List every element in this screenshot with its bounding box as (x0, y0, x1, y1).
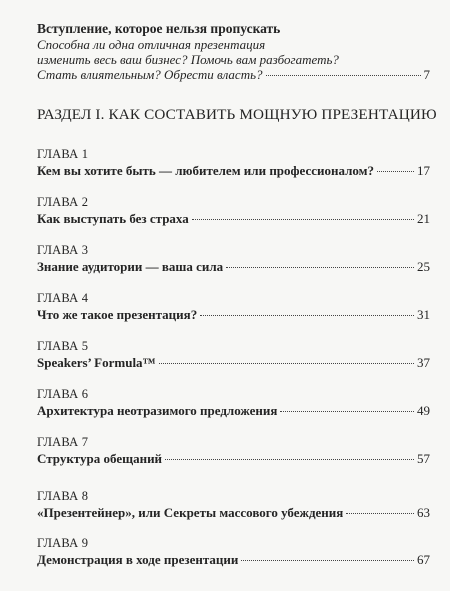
chapter-entry (37, 291, 430, 323)
chapter-title: Знание аудитории — ваша сила (37, 259, 224, 274)
dot-leader (165, 459, 414, 460)
chapter-label: ГЛАВА 1 (37, 147, 89, 161)
chapter-entry (37, 243, 430, 275)
intro-entry (37, 20, 430, 82)
chapter-title-row (37, 403, 430, 419)
chapter-entry (37, 147, 430, 179)
chapter-label: ГЛАВА 4 (37, 291, 89, 305)
page-number: 63 (417, 505, 430, 520)
dot-leader (192, 219, 414, 220)
chapter-title-row (37, 211, 430, 227)
dot-leader (346, 513, 414, 514)
chapter-title-row (37, 505, 430, 521)
chapter-label: ГЛАВА 2 (37, 195, 89, 209)
dot-leader (159, 363, 414, 364)
chapter-title: Структура обещаний (37, 451, 163, 466)
chapter-label: ГЛАВА 3 (37, 243, 89, 257)
chapter-entry (37, 435, 430, 467)
chapter-label: ГЛАВА 5 (37, 339, 89, 353)
dot-leader (266, 75, 421, 76)
page-number: 25 (417, 259, 430, 274)
intro-subtitle-line: Стать влиятельным? Обрести власть? (37, 67, 263, 82)
page-number: 67 (417, 552, 430, 567)
page-number: 37 (417, 355, 430, 370)
intro-subtitle-last-line (37, 67, 430, 82)
chapter-label: ГЛАВА 8 (37, 489, 89, 503)
page-number: 17 (417, 163, 430, 178)
chapter-title: Что же такое презентация? (37, 307, 198, 322)
chapter-label: ГЛАВА 6 (37, 387, 89, 401)
chapter-title-row (37, 552, 430, 568)
chapter-title-row (37, 355, 430, 371)
chapter-entry (37, 195, 430, 227)
chapter-title: Кем вы хотите быть — любителем или профессионалом? (37, 163, 374, 178)
chapter-title: Архитектура неотразимого предложения (37, 403, 278, 418)
section-heading: РАЗДЕЛ I. КАК СОСТАВИТЬ МОЩНУЮ ПРЕЗЕНТАЦИЮ (37, 106, 437, 123)
page-number: 7 (423, 67, 430, 82)
chapter-entry (37, 339, 430, 371)
page-number: 57 (417, 451, 430, 466)
chapter-label: ГЛАВА 9 (37, 536, 89, 550)
dot-leader (241, 560, 414, 561)
chapter-title: Демонстрация в ходе презентации (37, 552, 239, 567)
chapter-label: ГЛАВА 7 (37, 435, 89, 449)
chapter-title-row (37, 163, 430, 179)
chapter-title-row (37, 451, 430, 467)
dot-leader (200, 315, 414, 316)
chapter-entry (37, 489, 430, 521)
chapter-title: Как выступать без страха (37, 211, 189, 226)
chapter-entry (37, 536, 430, 568)
dot-leader (226, 267, 414, 268)
chapter-title: «Презентейнер», или Секреты массового убеждения (37, 505, 344, 520)
page-number: 49 (417, 403, 430, 418)
chapter-title-row (37, 259, 430, 275)
intro-subtitle-line: изменить весь ваш бизнес? Помочь вам разбогатеть? (37, 52, 339, 67)
dot-leader (280, 411, 414, 412)
chapter-entry (37, 387, 430, 419)
intro-subtitle-line: Способна ли одна отличная презентация (37, 37, 266, 52)
intro-title: Вступление, которое нельзя пропускать (37, 21, 281, 36)
dot-leader (377, 171, 414, 172)
page-number: 31 (417, 307, 430, 322)
page-number: 21 (417, 211, 430, 226)
chapter-title-row (37, 307, 430, 323)
chapter-title: Speakers’ Formula™ (37, 355, 156, 370)
